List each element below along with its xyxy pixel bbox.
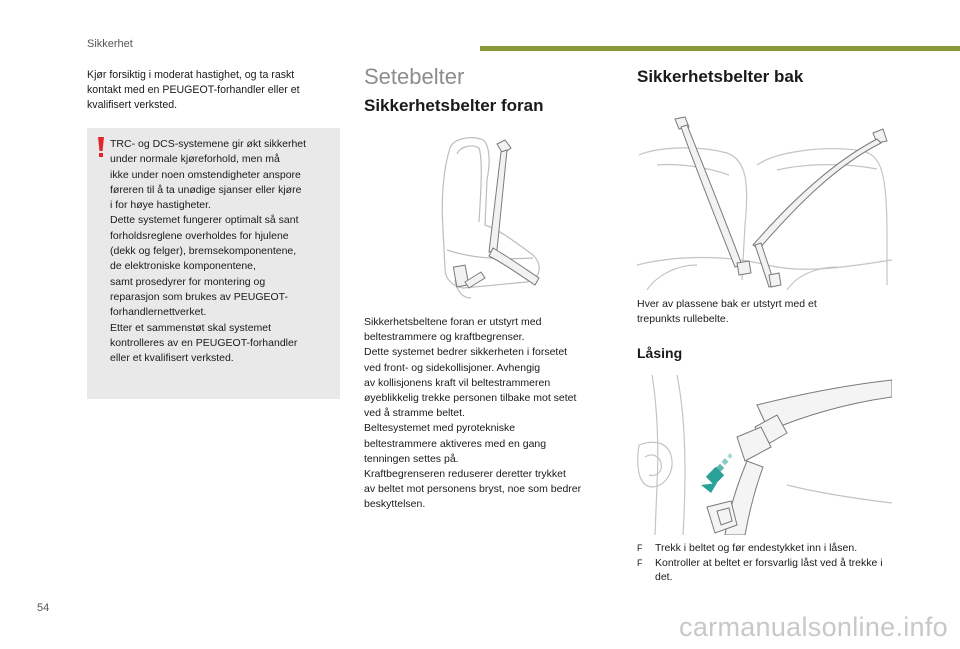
list-item [637,541,897,556]
section-label: Sikkerhet [87,38,133,50]
locking-heading: Låsing [637,345,683,361]
rear-belts-heading: Sikkerhetsbelter bak [637,67,804,86]
intro-block [87,68,341,113]
intro-text: Kjør forsiktig i moderat hastighet, og ta raskt kontakt med en PEUGEOT-forhandler eller et kvalifisert verksted. [87,69,300,111]
buckle-illustration [637,375,892,535]
watermark: carmanualsonline.info [679,612,948,642]
list-item [637,556,897,585]
warning-text: TRC- og DCS-systemene gir økt sikkerhet under normale kjøreforhold, men må ikke under noen omstendigheter anspore føreren til å ta unødige sjanser eller kjøre i for høye hastigheter. Dette systemet fungerer optimalt så sant forholdsreglene overholdes for hjulene (dekk og felger), bremsekomponentene, de elektroniske komponentene, samt prosedyrer for montering og reparasjon som brukes av PEUGEOT- forhandlernettverket. Etter et sammenstøt skal systemet kontrolleres av en PEUGEOT-forhandler eller et kvalifisert verksted. [110,138,307,365]
page-number: 54 [37,602,50,614]
locking-steps [637,541,897,585]
warning-box [87,128,340,399]
step-text: Kontroller at beltet er forsvarlig låst ved å trekke i det. [655,556,883,583]
step-bullet-icon: F [637,557,643,568]
front-belts-heading: Sikkerhetsbelter foran [364,96,544,115]
warning-icon [95,136,107,158]
step-bullet-icon: F [637,543,643,553]
header-bar [480,46,960,51]
front-seatbelt-illustration [415,130,555,302]
step-text: Trekk i beltet og før endestykket inn i låsen. [655,542,858,554]
rear-seatbelt-illustration [637,115,892,290]
front-belts-text: Sikkerhetsbeltene foran er utstyrt med beltestrammere og kraftbegrenser. Dette systemet bedrer sikkerheten i forsetet ved front- og sidekollisjoner. Avhengig av kollisjonens kraft vil beltestrammeren øyeblikkelig trekke personen tilbake mot setet ved å stramme beltet. Beltesystemet med pyrotekniske beltestrammere aktiveres med en gang tenningen settes på. Kraftbegrenseren reduserer deretter trykket av beltet mot personens bryst, noe som bedrer beskyttelsen. [364,316,582,511]
page-title: Setebelter [364,64,465,89]
rear-belts-text: Hver av plassene bak er utstyrt med et trepunkts rullebelte. [637,298,817,326]
